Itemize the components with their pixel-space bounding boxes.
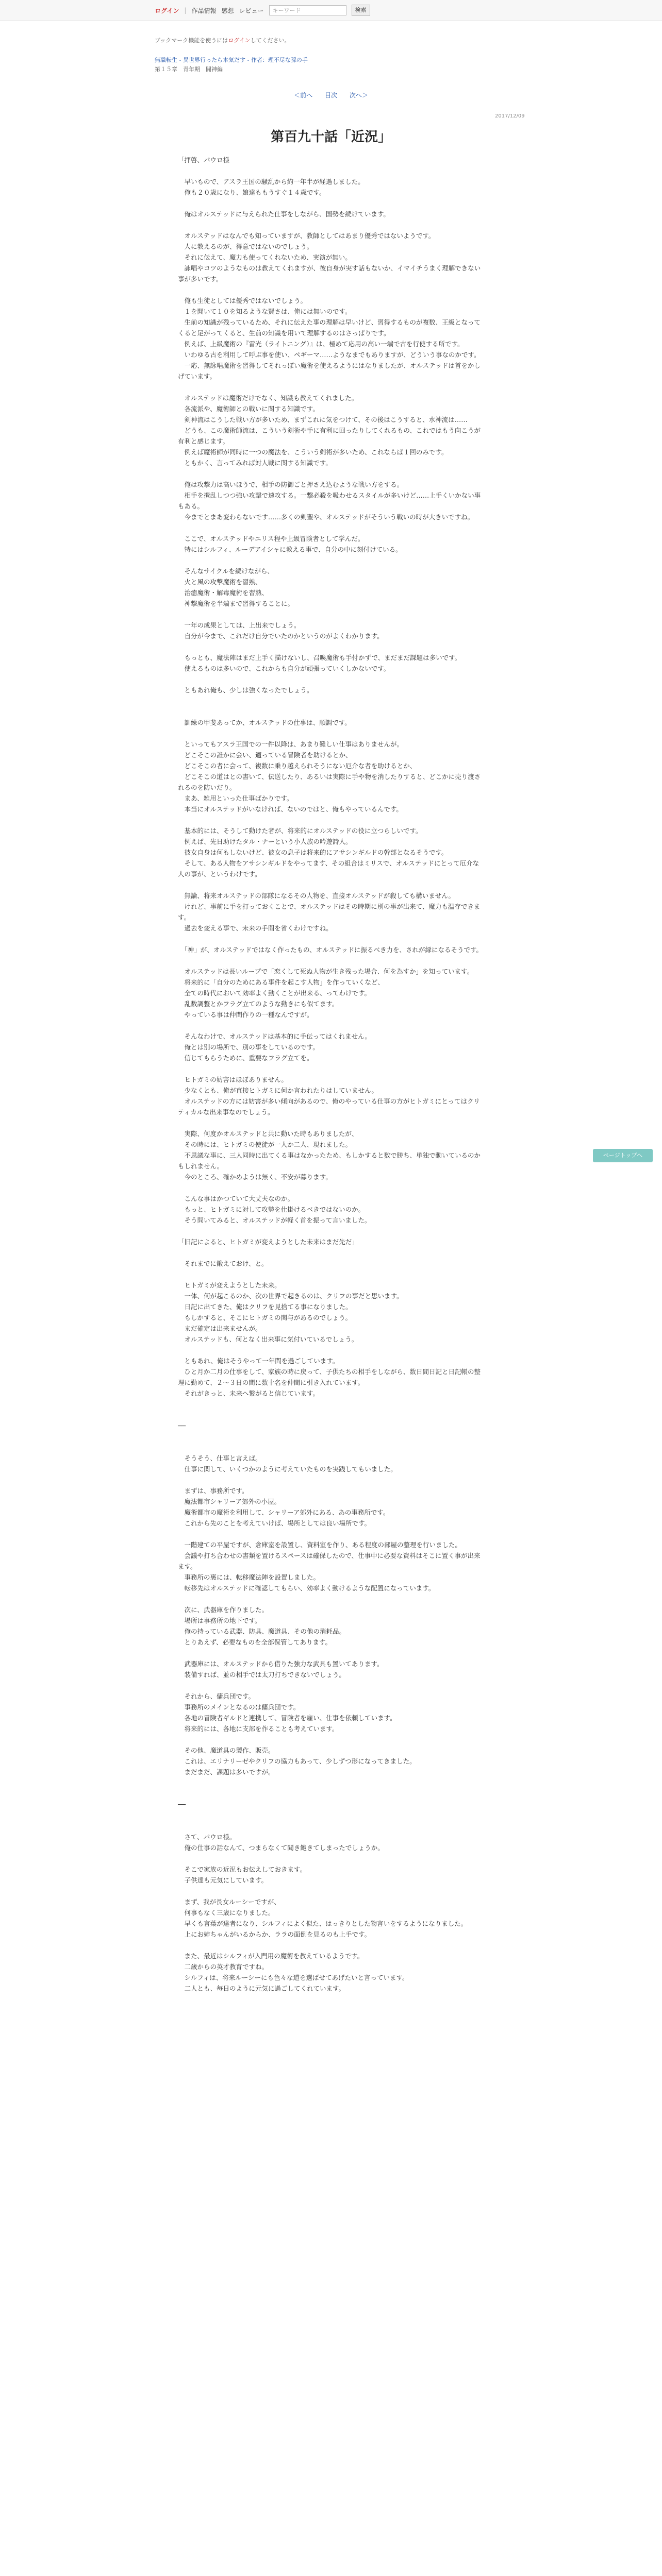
body-paragraph: 俺とは別の場所で、別の事をしているのです。 [178, 1043, 319, 1051]
body-paragraph [178, 609, 485, 620]
body-paragraph: 剣神流はこうした戦い方が多いため、まずこれに気をつけて、その後はこうすると、水神流は…… [178, 416, 468, 423]
body-paragraph: そう問いてみると、オルステッドが軽く首を振って言いました。 [178, 1216, 371, 1224]
body-paragraph: 治癒魔術・解毒魔術を習熟、 [178, 589, 269, 597]
body-paragraph: まだ確定は出来ませんが。 [178, 1325, 262, 1332]
novel-body [178, 155, 485, 1994]
nav-impressions[interactable]: 感想 [221, 7, 234, 14]
body-paragraph: そこで家族の近況もお伝えしておきます。 [178, 1866, 307, 1873]
body-paragraph [178, 641, 485, 652]
body-paragraph: 一年の成果としては、上出来でしょう。 [178, 621, 301, 629]
body-paragraph: 過去を変える事で、未来の手間を省くわけですね。 [178, 924, 333, 932]
prev-link[interactable]: ＜前へ [294, 92, 313, 99]
body-paragraph [178, 1247, 485, 1258]
body-paragraph: １を聞いて１０を知るような賢さは、俺には無いのです。 [178, 308, 352, 315]
body-paragraph: どうも、この魔術師流は、こういう剣術や手に有利に回ったりしてくれるもの、これではもう向こうが有利と感じます。 [178, 427, 481, 445]
body-paragraph: ヒトガミが変えようとした未来。 [178, 1281, 281, 1289]
body-paragraph [178, 1117, 485, 1128]
header-nav [155, 0, 370, 21]
body-paragraph: けれど、事前に手を打っておくことで、オルステッドはその時期に別の事が出来て、魔力も温存できます。 [178, 903, 481, 921]
body-paragraph: それがきっと、未来へ繋がると信じています。 [178, 1389, 320, 1397]
body-paragraph: ── [178, 1422, 186, 1430]
body-paragraph: ── [178, 1801, 186, 1808]
body-paragraph: 今までとまあ変わらないです……多くの剣聖や、オルステッドがそういう戦いの時が大きいですね。 [178, 513, 474, 521]
body-paragraph [178, 1020, 485, 1031]
body-paragraph: 事務所のメインとなるのは傭兵団です。 [178, 1703, 300, 1711]
body-paragraph: まずは、事務所です。 [178, 1487, 249, 1495]
body-paragraph [178, 1940, 485, 1951]
nav-reviews[interactable]: レビュー [239, 7, 264, 14]
body-paragraph: 生前の知識が残っているため、それに伝えた事の理解は早いけど、習得するものが複数、王級となってくると足がってくると、生前の知識を用いて理解するのはさっぱりです。 [178, 318, 481, 337]
body-paragraph: 転移先はオルステッドに確認してもらい、効率よく動けるような配置になっています。 [178, 1584, 435, 1592]
page-top-button[interactable]: ページトップへ [593, 1149, 653, 1162]
body-paragraph: また、最近はシルフィが入門用の魔術を教えているようです。 [178, 1952, 364, 1960]
body-paragraph: その時には、ヒトガミの使徒が一人か二人、現れました。 [178, 1141, 352, 1148]
body-paragraph: まず、我が長女ルーシーですが、 [178, 1898, 280, 1906]
body-paragraph: 一応、無詠唱魔術を習得してそれっぽい魔術を使えるようにはなりましたが、オルステッドは首をかしげています。 [178, 362, 481, 380]
body-paragraph: これから先のことを考えていけば、場所としては良い場所です。 [178, 1519, 371, 1527]
nav-novel-info[interactable]: 作品情報 [191, 7, 217, 14]
body-paragraph: 全ての時代において効率よく動くことが出来る、ってわけです。 [178, 989, 371, 997]
body-paragraph: 俺の仕事の話なんて、つまらなくて聞き飽きてしまったでしょうか。 [178, 1844, 384, 1852]
body-paragraph: どこそこの誰かに会い、適っている冒険者を助けるとか、 [178, 751, 352, 759]
body-paragraph: 例えば、先日助けたタル・ナーという小人族の吟遊詩人。 [178, 838, 352, 845]
body-paragraph: やっている事は仲間作りの一種なんですが。 [178, 1011, 313, 1019]
body-paragraph: ともあれ俺も、少しは強くなったでしょう。 [178, 686, 313, 694]
body-paragraph: それまでに鍛えておけ、と。 [178, 1260, 268, 1267]
chapter-group: 第１５章 青年期 闘神編 [155, 66, 223, 73]
body-paragraph: 使えるものは多いので、これからも自分が頑張っていくしかないです。 [178, 665, 390, 672]
body-paragraph [178, 1810, 485, 1821]
body-paragraph: オルステッドはなんでも知っていますが、教師としてはあまり優秀ではないようです。 [178, 232, 435, 240]
pager-top [0, 91, 662, 99]
body-paragraph [178, 1345, 485, 1355]
body-paragraph [178, 1410, 485, 1420]
body-paragraph: 自分が今まで、これだけ自分でいたのかというのがよくわかります。 [178, 632, 384, 640]
body-paragraph: 事務所の裏には、転移魔法陣を設置しました。 [178, 1573, 320, 1581]
body-paragraph [178, 219, 485, 230]
body-paragraph: 早くも言葉が達者になり、シルフィによく似た、はっきりとした物言いをするようになりました。 [178, 1920, 468, 1927]
body-paragraph: どこそこの者に会って、複数に乗り越えられそうにない厄介な者を助けるとか、 [178, 762, 417, 770]
body-paragraph: 火と風の攻撃魔術を習熟、 [178, 578, 262, 586]
notice-login-link[interactable]: ログイン [228, 37, 251, 44]
body-paragraph: そうそう、仕事と言えば。 [178, 1454, 262, 1462]
body-paragraph: 武器庫には、オルステッドから借りた強力な武具も置いてあります。 [178, 1660, 384, 1668]
body-paragraph: ヒトガミの妨害はほぼありません。 [178, 1076, 288, 1083]
body-paragraph [178, 728, 485, 739]
body-paragraph: オルステッドは長いループで「恋くして死ぬ人物が生き残った場合、何を為すか」を知っています。 [178, 968, 474, 975]
body-paragraph [178, 555, 485, 566]
body-paragraph: ひと月か二月の仕事をして、家族の時に戻って、子供たちの相手をしながら、数日間日記と日記帳の整理に勤めて、２〜３日の間に数十名を仲間に引き入れています。 [178, 1368, 481, 1386]
toc-link[interactable]: 目次 [324, 92, 337, 99]
body-paragraph: 将来的に「自分のためにある事件を起こす人物」を作っていくなど、 [178, 978, 385, 986]
body-paragraph: オルステッドは魔術だけでなく、知識も教えてくれました。 [178, 394, 358, 402]
body-paragraph: もっと、ヒトガミに対して攻勢を仕掛けるべきではないのか。 [178, 1206, 365, 1213]
body-paragraph: さて、パウロ様。 [178, 1833, 236, 1841]
body-paragraph: それから、傭兵団です。 [178, 1692, 255, 1700]
body-paragraph: 少なくとも、俺が直接ヒトガミに何か言われたりはしていません。 [178, 1087, 378, 1094]
body-paragraph [178, 955, 485, 966]
body-paragraph: もしかすると、そこにヒトガミの関与があるのでしょう。 [178, 1314, 352, 1321]
body-paragraph: 「神」が、オルステッドではなく作ったもの、オルステッドに振るべき力を、されが縁になるそうです。 [178, 946, 483, 954]
separator: | [184, 7, 187, 14]
body-paragraph [178, 1594, 485, 1604]
body-paragraph: 装備すれば、並の相手では太刀打ちできないでしょう。 [178, 1671, 345, 1679]
body-paragraph [178, 1886, 485, 1896]
body-paragraph: 魔法都市シャリーア郊外の小屋。 [178, 1498, 281, 1505]
body-paragraph [178, 696, 485, 706]
body-paragraph: 無論、将来オルステッドの部隊になるその人物を、直接オルステッドが殺しても構いません。 [178, 892, 455, 900]
body-paragraph [178, 1431, 485, 1442]
body-paragraph: そして、ある人物をアサシンギルドをやってます、その組合はミリスで、オルステッドにとって厄介な人の事が、というわけです。 [178, 859, 479, 878]
body-paragraph: 不思議な事に、三人同時に出てくる事はなかったため、もしかすると数で勝ち、単独で動いているのかもしれません。 [178, 1151, 481, 1170]
body-paragraph: 俺も生徒としては優秀ではないでしょう。 [178, 297, 307, 304]
body-paragraph: もっとも、魔法陣はまだ上手く描けないし、召喚魔術も手付かずで、まだまだ課題は多いです。 [178, 654, 461, 662]
body-paragraph: 彼女自身は何もしないけど、彼女の息子は将来的にアサシンギルドの幹部となるそうです。 [178, 849, 448, 856]
body-paragraph: 子供達も元気にしています。 [178, 1876, 268, 1884]
body-paragraph [178, 1853, 485, 1864]
login-link[interactable]: ログイン [155, 7, 179, 14]
body-paragraph [178, 1680, 485, 1691]
body-paragraph: オルステッドの方には妨害が多い傾向があるので、俺のやっている仕事の方がヒトガミにとってはクリティカルな出来事なのでしょう。 [178, 1097, 481, 1116]
body-paragraph: 早いもので、アスラ王国の騒乱から約一年半が経過しました。 [178, 178, 365, 185]
body-paragraph: 例えば、上級魔術の『雷光（ライトニング）』は、極めて応用の高い一端で古を行使する所です。 [178, 340, 464, 348]
body-paragraph [178, 934, 485, 944]
body-paragraph: 場所は事務所の地下です。 [178, 1617, 261, 1624]
body-paragraph: 特にはシルフィ、ルーデアイシャに教える事で、自分の中に刻付けている。 [178, 546, 402, 553]
body-paragraph [178, 1821, 485, 1832]
body-paragraph: 「旧記によると、ヒトガミが変えようとした未来はまだ先だ」 [178, 1238, 358, 1246]
body-paragraph: これは、エリナリーゼやクリフの協力もあって、少しずつ形になってきました。 [178, 1757, 416, 1765]
bookmark-notice [155, 36, 290, 44]
body-paragraph [178, 1226, 485, 1236]
body-paragraph: 各流派や、魔術師との戦いに関する知識です。 [178, 405, 319, 413]
body-paragraph [178, 1269, 485, 1280]
body-paragraph: 信じてもらうために、重要なフラグ立てを。 [178, 1054, 313, 1062]
body-paragraph: オルステッドも、何となく出来事に気付いているでしょう。 [178, 1335, 358, 1343]
body-paragraph: 二歳からの英才教育ですね。 [178, 1963, 269, 1971]
body-paragraph [178, 1182, 485, 1193]
body-paragraph [178, 522, 485, 533]
body-paragraph [178, 674, 485, 685]
body-paragraph: 一体、何が起こるのか、次の世界で起きるのは、クリフの事だと思います。 [178, 1292, 403, 1300]
body-paragraph: その他、魔道具の製作、販売。 [178, 1747, 275, 1754]
body-paragraph [178, 198, 485, 209]
body-paragraph: シルフィは、将来ルーシーにも色々な道を選ばせてあげたいと言っています。 [178, 1974, 409, 1981]
body-paragraph: 「拝啓、パウロ様 [178, 156, 230, 164]
body-paragraph: 実際、何度かオルステッドと共に動いた時もありましたが、 [178, 1130, 358, 1138]
body-paragraph: 将来的には、各地に支部を作ることも考えています。 [178, 1725, 339, 1733]
notice-text-after: してください。 [250, 37, 290, 44]
novel-title-link[interactable]: 無職転生 - 異世界行ったら本気だす - 作者：理不尽な孫の手 [155, 57, 308, 63]
body-paragraph: 一階建ての平屋ですが、倉庫室を設置し、資料室を作り、ある程度の部屋の整理を行いました。 [178, 1541, 462, 1549]
body-paragraph: 俺も２０歳になり、娘達ももうすぐ１４歳です。 [178, 189, 326, 196]
body-paragraph: 日記に出てきた、俺はクリフを見捨てる事になりました。 [178, 1303, 352, 1311]
body-paragraph [178, 468, 485, 479]
body-paragraph: 人に教えるのが、得意ではないのでしょう。 [178, 243, 313, 250]
body-paragraph: 乱数調整とかフラグ立てのような動きにも似てます。 [178, 1000, 339, 1008]
body-paragraph [178, 165, 485, 176]
body-paragraph: 次に、武器庫を作りました。 [178, 1606, 269, 1614]
body-paragraph: ここで、オルステッドやエリス程や上級冒険者として学んだ。 [178, 535, 365, 543]
breadcrumb [155, 56, 308, 74]
notice-text-before: ブックマーク機能を使うには [155, 37, 228, 44]
body-paragraph: 基本的には、そうして動けた者が、将来的にオルステッドの役に立つらしいです。 [178, 827, 422, 835]
update-date: 2017/12/09 [495, 113, 525, 119]
body-paragraph: そんなわけで、オルステッドは基本的に手伝ってはくれません。 [178, 1032, 371, 1040]
body-paragraph: まだまだ、課題は多いですが。 [178, 1768, 275, 1776]
body-paragraph: 本当にオルステッドがいなければ、ないのではと、俺もやっているんです。 [178, 805, 403, 813]
body-paragraph: ともかく、言ってみれば対人戦に関する知識です。 [178, 459, 332, 467]
body-paragraph [178, 1648, 485, 1658]
body-paragraph: 上にお姉ちゃんがいるからか、ララの面倒を見るのも上手です。 [178, 1930, 371, 1938]
body-paragraph: 例えば魔術師が同時に一つの魔法を、こういう剣術が多いため、これならば１回のみです。 [178, 448, 448, 456]
body-paragraph [178, 1777, 485, 1788]
body-paragraph [178, 1529, 485, 1539]
body-paragraph: それに伝えて、魔力も使ってくれないため、実演が無い。 [178, 253, 352, 261]
body-paragraph: とりあえず、必要なものを全部保管してあります。 [178, 1638, 332, 1646]
body-paragraph [178, 1399, 485, 1410]
body-paragraph: こんな事はかつていて大丈夫なのか。 [178, 1195, 294, 1202]
chapter-title: 第百九十話「近況」 [270, 129, 391, 145]
body-paragraph [178, 815, 485, 825]
body-paragraph: 仕事に関して、いくつかのように考えていたものを実践してもいました。 [178, 1465, 397, 1473]
body-paragraph: ともあれ、俺はそうやって一年間を過ごしています。 [178, 1357, 339, 1365]
body-paragraph: 相手を攪乱しつつ強い攻撃で速攻する。一撃必殺を吸わせるスタイルが多いけど……上手くいかない事もある。 [178, 492, 481, 510]
body-paragraph: そんなサイクルを続けながら、 [178, 567, 274, 575]
body-paragraph: 会議や打ち合わせの書類を置けるスペースは確保したので、仕事中に必要な資料はそこに置く事が出来ます。 [178, 1552, 481, 1570]
body-paragraph [178, 284, 485, 295]
body-paragraph: 訓練の甲斐あってか、オルステッドの仕事は、順調です。 [178, 719, 351, 726]
search-button[interactable]: 検索 [352, 5, 370, 16]
body-paragraph [178, 879, 485, 890]
body-paragraph: 二人とも、毎日のように元気に過ごしてくれています。 [178, 1985, 345, 1992]
body-paragraph: まあ、雑用といった仕事ばかりです。 [178, 794, 293, 802]
body-paragraph: 俺はオルステッドに与えられた仕事をしながら、国勢を続けています。 [178, 210, 390, 218]
body-paragraph [178, 1788, 485, 1799]
search-input[interactable]: キーワード [269, 5, 346, 15]
site-header [0, 0, 662, 21]
body-paragraph [178, 1442, 485, 1453]
body-paragraph [178, 706, 485, 717]
body-paragraph: いわゆる古を利用して呼ぶ事を使い、ペギーマ……ようなまでもありますが、どういう事なのかです。 [178, 351, 481, 359]
body-paragraph [178, 1475, 485, 1485]
body-paragraph: といってもアスラ王国での一件以降は、あまり難しい仕事はありませんが。 [178, 740, 404, 748]
body-paragraph: 今のところ、確かめようは無く、不安が募ります。 [178, 1173, 332, 1181]
body-paragraph: 何事もなく三歳になりました。 [178, 1909, 275, 1917]
body-paragraph: 魔術都市の魔術を利用して、シャリーア郊外にある、あの事務所です。 [178, 1509, 390, 1516]
body-paragraph [178, 1734, 485, 1745]
next-link[interactable]: 次へ＞ [349, 92, 368, 99]
body-paragraph: 各地の冒険者ギルドと連携して、冒険者を雇い、仕事を依頼しています。 [178, 1714, 396, 1722]
body-paragraph: 神撃魔術を半端まで習得することに。 [178, 600, 294, 607]
body-paragraph [178, 382, 485, 393]
body-paragraph [178, 1063, 485, 1074]
body-paragraph: 俺は攻撃力は高いほうで、相手の防御ごと押さえ込むような戦い方をする。 [178, 481, 404, 488]
body-paragraph: 詠唱やコツのようなものは教えてくれますが、彼自身が実す話もないか、イマイチうまく理解できない事が多いです。 [178, 264, 481, 283]
body-paragraph: どこそこの道はとの書いて、伝送したり、あるいは実際に手や物を消したりすると、どこかに売り渡されるのを防いだり。 [178, 773, 481, 791]
body-paragraph: 俺の持っている武器、防具、魔道具、その他の消耗品。 [178, 1628, 346, 1635]
